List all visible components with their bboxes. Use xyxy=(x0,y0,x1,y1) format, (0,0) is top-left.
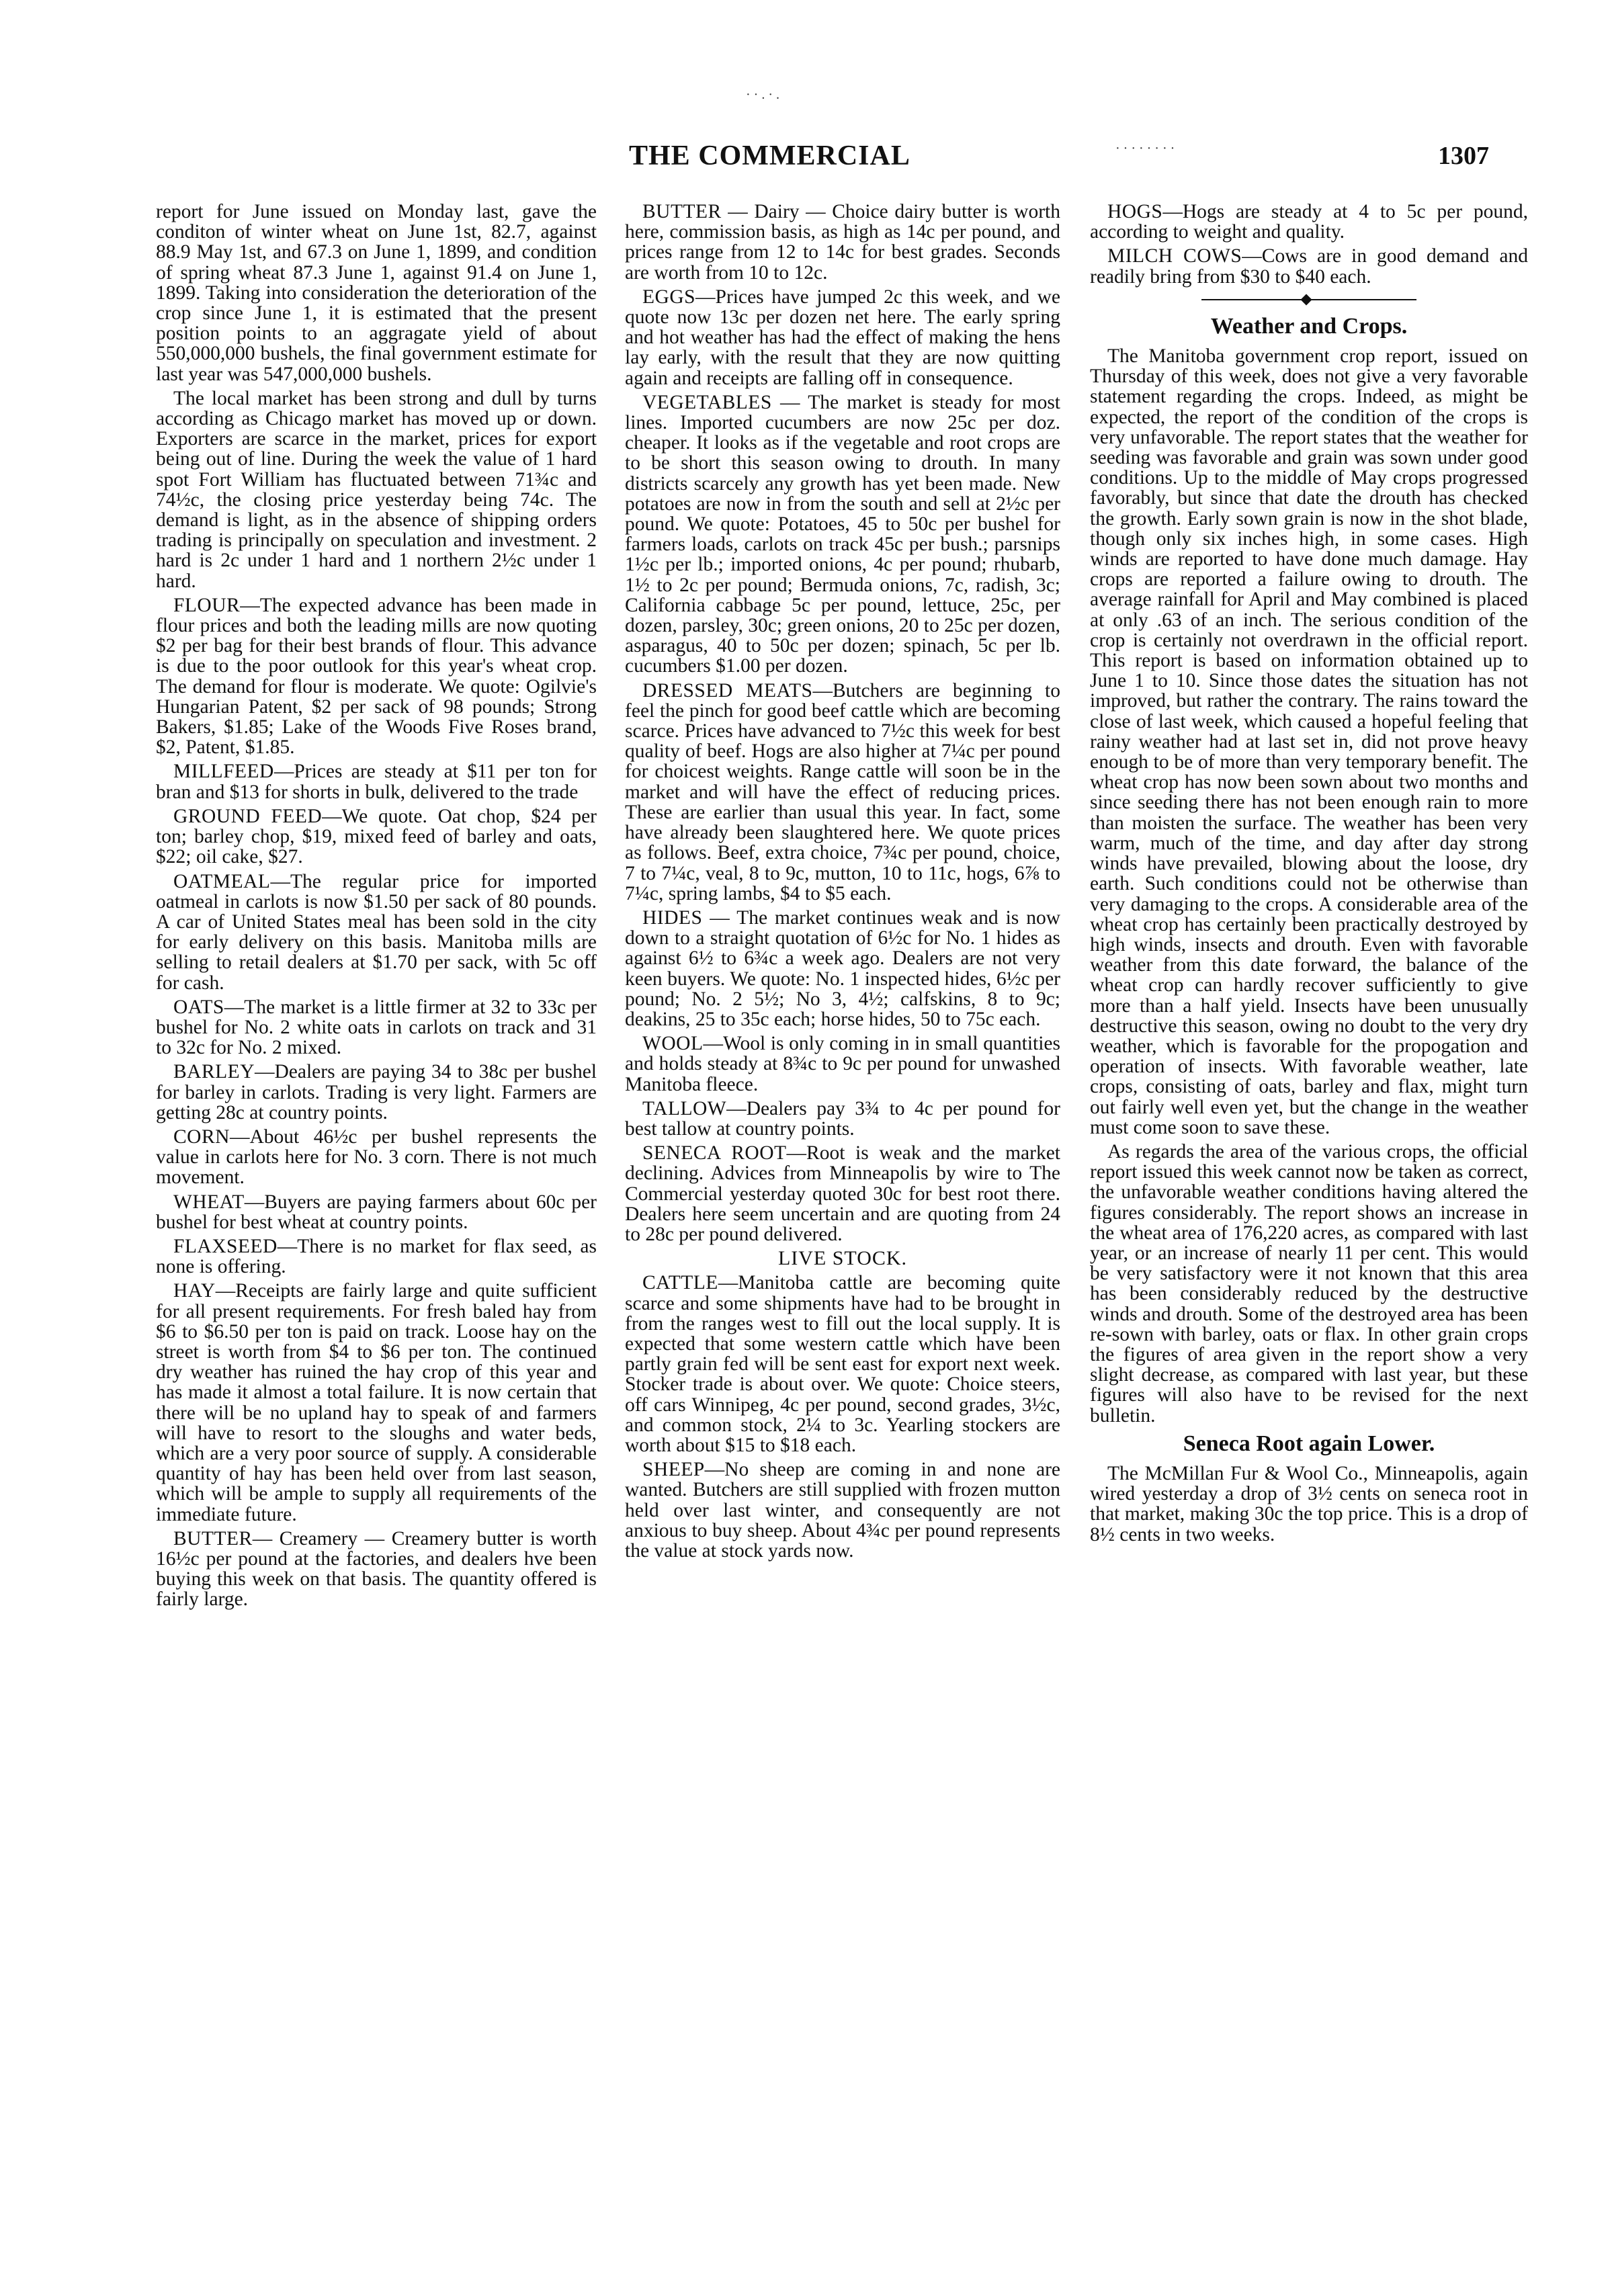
market-paragraph xyxy=(156,388,597,591)
subsection-heading: LIVE STOCK. xyxy=(777,1247,908,1270)
commodity-heading: HAY xyxy=(173,1280,216,1302)
commodity-heading: CORN xyxy=(173,1125,230,1148)
market-paragraph xyxy=(156,1192,597,1232)
market-paragraph xyxy=(625,1273,1060,1455)
paragraph-text: —Prices are steady at $11 per ton for bran and $13 for shorts in bulk, delivered to the trade xyxy=(156,761,597,803)
commodity-heading: MILLFEED xyxy=(173,761,274,783)
paragraph-text: —About 46½c per bushel represents the value in carlots here for No. 3 corn. There is not much movement. xyxy=(156,1125,597,1189)
paragraph-text: — The market is steady for most lines. Imported cucumbers are now 25c per doz. cheaper. It looks as if the vegetable and root crops are to be short this season owing to drouth. In many districts scarcely any growth has yet been made. New potatoes are now in from the south and sell at 2½c per pound. We quote: Potatoes, 45 to 50c per bushel for farmers loads, carlots on track 45c per bush.; parsnips 1½c per lb.; imported onions, 4c per pound; rhubarb, 1½ to 2c per pound; Bermuda onions, 7c, radish, 3c; California cabbage 5c per pound, lettuce, 25c, per dozen, parsley, 30c; green onions, 20 to 25c per dozen, asparagus, 40 to 50c per dozen; spinach, 5c per lb. cucumbers $1.00 per dozen. xyxy=(625,391,1060,677)
paragraph-text: The local market has been strong and dull by turns according as Chicago market has moved up or down. Exporters are scarce in the market, prices for export being out of line. During the week the value of 1 hard spot Fort William has fluctuated between 71¾c and 74½c, the closing price yesterday being 74c. The demand is light, as in the absence of shipping orders trading is principally on speculation and investment. 2 hard is 2c under 1 hard and 1 northern 2½c under 1 hard. xyxy=(156,387,597,592)
market-paragraph xyxy=(625,392,1060,677)
paragraph-text: —Receipts are fairly large and quite sufficient for all present requirements. For fresh baled hay from $6 to $6.50 per ton is paid on track. Loose hay on the street is worth from $4 to $6 per ton. The continued dry weather has ruined the hay crop of this year and has made it almost a total failure. It is now certain that there will be no upland hay to speak of and farmers will have to resort to the sloughs and water beds, which are a very poor source of supply. A considerable quantity of hay has been held over from last season, which will be ample to supply all requirements of the immediate future. xyxy=(156,1280,597,1525)
divider-diamond-ornament xyxy=(1301,294,1312,305)
section-heading: Seneca Root again Lower. xyxy=(1183,1431,1435,1456)
commodity-heading: HIDES xyxy=(642,906,703,929)
market-paragraph xyxy=(625,1033,1060,1095)
paragraph-text: —The regular price for imported oatmeal in carlots is now $1.50 per sack of 80 pounds. A car of United States meal has been sold in the city for early delivery on this basis. Manitoba mills are selling to retail dealers at $1.70 per sack, with 5c off for cash. xyxy=(156,870,597,994)
paragraph-text: —The expected advance has been made in flour prices and both the leading mills are now quoting $2 per bag for their best brands of flour. This advance is due to the poor outlook for this year's wheat crop. The demand for flour is moderate. We quote: Ogilvie's Hungarian Patent, $2 per sack of 98 pounds; Strong Bakers, $1.85; Lake of the Woods Five Roses brand, $2, Patent, $1.85. xyxy=(156,594,597,759)
market-paragraph xyxy=(156,595,597,758)
paragraph-text: —We quote. Oat chop, $24 per ton; barley chop, $19, mixed feed of barley and oats, $22; oil cake, $27. xyxy=(156,805,597,868)
market-paragraph xyxy=(156,1127,597,1188)
market-paragraph xyxy=(1090,1142,1528,1426)
market-paragraph xyxy=(1090,1463,1528,1545)
paragraph-text: —Manitoba cattle are becoming quite scarce and some shipments have had to be brought in from the ranges west to fill out the local supply. It is expected that some western cattle which have been partly grain fed will be sent east for export next week. Stocker trade is about over. We quote: Choice steers, off cars Winnipeg, 4c per pound, second grades, 3½c, and common stock, 2¼ to 3c. Yearling stockers are worth about $15 to $18 each. xyxy=(625,1272,1060,1456)
publication-title: THE COMMERCIAL xyxy=(629,140,910,171)
commodity-heading: FLOUR xyxy=(173,594,241,616)
commodity-heading: OATMEAL xyxy=(173,870,271,892)
article-column-2 xyxy=(625,202,1060,1565)
commodity-heading: BUTTER xyxy=(173,1527,253,1549)
market-paragraph xyxy=(625,1459,1060,1561)
commodity-heading: SHEEP xyxy=(642,1459,705,1481)
commodity-heading: EGGS xyxy=(642,286,696,308)
paragraph-text: —The market is a little firmer at 32 to 33c per bushel for No. 2 white oats in carlots on track and 31 to 32c for No. 2 mixed. xyxy=(156,996,597,1059)
market-paragraph xyxy=(625,681,1060,904)
paragraph-text: —Cows are in good demand and readily bring from $30 to $40 each. xyxy=(1090,245,1528,288)
commodity-heading: SENECA ROOT xyxy=(642,1142,787,1164)
paragraph-text: — The market continues weak and is now down to a straight quotation of 6½c for No. 1 hides as against 6½ to 6¾c a week ago. Dealers are not very keen buyers. We quote: No. 1 inspected hides, 6½c per pound; No. 2 5½; No 3, 4½; calfskins, 8 to 9c; deakins, 25 to 35c each; horse hides, 50 to 75c each. xyxy=(625,906,1060,1030)
commodity-heading: BUTTER xyxy=(642,201,722,222)
market-paragraph xyxy=(156,1529,597,1610)
paragraph-text: — Dairy — Choice dairy butter is worth here, commission basis, as high as 14c per pound, and prices range from 12 to 14c for best grades. Seconds are worth from 10 to 12c. xyxy=(625,201,1060,284)
market-paragraph xyxy=(625,1099,1060,1139)
paragraph-text: —Root is weak and the market declining. Advices from Minneapolis by wire to The Commercial yesterday quoted 30c for best root there. Dealers here seem uncertain and are quoting from 24 to 28c per pound delivered. xyxy=(625,1142,1060,1245)
market-paragraph xyxy=(1090,346,1528,1138)
commodity-heading: TALLOW xyxy=(642,1097,727,1119)
market-paragraph xyxy=(1090,246,1528,286)
market-paragraph xyxy=(625,908,1060,1029)
paragraph-text: —There is no market for flax seed, as none is offering. xyxy=(156,1235,597,1278)
market-paragraph xyxy=(625,287,1060,388)
commodity-heading: WOOL xyxy=(642,1033,704,1055)
print-speck-marks: · · . · . xyxy=(746,87,779,102)
paragraph-text: report for June issued on Monday last, gave the conditon of winter wheat on June 1st, 82.7, against 88.9 May 1st, and 67.3 on June 1, 1899, and condition of spring wheat 87.3 June 1, against 91.4 on June 1, 1899. Taking into consideration the deterioration of the crop since June 1, it is estimated that the present position points to an aggragate yield of about 550,000,000 bushels, the final government estimate for last year was 547,000,000 bushels. xyxy=(156,201,597,385)
paragraph-text: —Buyers are paying farmers about 60c per bushel for best wheat at country points. xyxy=(156,1191,597,1233)
market-paragraph xyxy=(625,1143,1060,1244)
market-paragraph xyxy=(156,1062,597,1123)
page-number: 1307 xyxy=(1438,142,1489,170)
commodity-heading: GROUND FEED xyxy=(173,805,323,827)
market-paragraph xyxy=(156,761,597,802)
commodity-heading: CATTLE xyxy=(642,1272,718,1294)
commodity-heading: OATS xyxy=(173,996,224,1018)
market-paragraph xyxy=(156,202,597,384)
paragraph-text: —Dealers are paying 34 to 38c per bushel for barley in carlots. Trading is very light. Farmers are getting 28c at country points. xyxy=(156,1061,597,1123)
commodity-heading: FLAXSEED xyxy=(173,1235,278,1257)
commodity-heading: HOGS xyxy=(1107,201,1163,222)
paragraph-text: As regards the area of the various crops, the official report issued this week cannot now be taken as correct, the unfavorable weather conditions having altered the figures considerably. The report shows an increase in the wheat area of 176,220 acres, as compared with last year, or an increase of nearly 11 per cent. This would be very satisfactory were it not known that this area has been considerably reduced by the destructive winds and drouth. Some of the destroyed area has been re-sown with barley, oats or flax. In other grain crops the figures of area given in the report show a very slight decrease, as compared with last year, but these figures will also have to be revised for the next bulletin. xyxy=(1090,1140,1528,1427)
market-paragraph xyxy=(156,806,597,867)
commodity-heading: DRESSED MEATS xyxy=(642,679,813,701)
paragraph-text: —Hogs are steady at 4 to 5c per pound, according to weight and quality. xyxy=(1090,201,1528,243)
paragraph-text: —No sheep are coming in and none are wanted. Butchers are still supplied with frozen mutton held over last winter, and consequently are not anxious to buy sheep. About 4¾c per pound represents the value at stock yards now. xyxy=(625,1459,1060,1562)
print-speck-marks: · · · · · · · · xyxy=(1115,141,1175,156)
market-paragraph xyxy=(625,202,1060,283)
article-column-3 xyxy=(1090,202,1528,1549)
paragraph-text: —Dealers pay 3¾ to 4c per pound for best tallow at country points. xyxy=(625,1097,1060,1140)
paragraph-text: —Butchers are beginning to feel the pinch for good beef cattle which are becoming scarce. Prices have advanced to 7½c this week for best quality of beef. Hogs are also higher at 7¼c per pound for choicest weights. Range cattle will soon be in the market and will have the effect of reducing prices. These are earlier than usual this year. In fact, some have already been slaughtered here. We quote prices as follows. Beef, extra choice, 7¾c per pound, choice, 7 to 7¼c, veal, 8 to 9c, mutton, 10 to 11c, hogs, 6⅞ to 7¼c, spring lambs, $4 to $5 each. xyxy=(625,679,1060,904)
market-paragraph xyxy=(156,997,597,1058)
market-paragraph xyxy=(156,1236,597,1277)
paragraph-text: — Creamery — Creamery butter is worth 16½c per pound at the factories, and dealers hve been buying this week on that basis. The quantity offered is fairly large. xyxy=(156,1527,597,1611)
paragraph-text: —Wool is only coming in in small quantities and holds steady at 8¾c to 9c per pound for unwashed Manitoba fleece. xyxy=(625,1033,1060,1095)
commodity-heading: VEGETABLES xyxy=(642,391,772,413)
article-column-1 xyxy=(156,202,597,1614)
market-paragraph xyxy=(156,871,597,993)
section-heading: Weather and Crops. xyxy=(1210,313,1408,339)
market-paragraph xyxy=(1090,202,1528,242)
paragraph-text: The Manitoba government crop report, issued on Thursday of this week, does not give a very favorable statement regarding the crops. Indeed, as might be expected, the report of the condition of the crops is very unfavorable. The report states that the weather for seeding was favorable and grain was sown under good conditions. Up to the middle of May crops progressed favorably, but since that date the drouth has checked the growth. Early sown grain is now in the shot blade, though only six inches high, in some cases. High winds are reported to have done much damage. Hay crops are reported a failure owing to drouth. The average rainfall for April and May combined is placed at only .63 of an inch. The serious condition of the crop is certainly not overdrawn in the official report. This report is based on information obtained up to June 1 to 10. Since those dates the situation has not improved, but rather the contrary. The rains toward the close of last week, which caused a hopeful feeling that rainy weather had at last set in, did not prove heavy enough to be of more than very temporary benefit. The wheat crop has now been sown about two months and since seeding there has not been enough rain to more than moisten the surface. The weather has been very warm, much of the time, and day after day strong winds have prevailed, blowing about the loose, dry earth. Such conditions could not be otherwise than very damaging to the crops. A considerable area of the wheat crop has certainly been practically destroyed by high winds, insects and drouth. Even with favorable weather from this date forward, the balance of the wheat crop can hardly recover sufficiently to give more than a half yield. Insects have been unusually destructive this season, owing no doubt to the very dry weather, which is favorable for the propogation and operation of insects. With favorable weather, late crops, consisting of oats, barley and flax, might turn out fairly well even yet, but the change in the weather must come soon to save these. xyxy=(1090,345,1528,1138)
commodity-heading: WHEAT xyxy=(173,1191,245,1213)
commodity-heading: BARLEY xyxy=(173,1061,255,1083)
paragraph-text: The McMillan Fur & Wool Co., Minneapolis, again wired yesterday a drop of 3½ cents on seneca root in that market, making 30c the top price. This is a drop of 8½ cents in two weeks. xyxy=(1090,1462,1528,1545)
commodity-heading: MILCH COWS xyxy=(1107,245,1242,267)
section-divider xyxy=(1201,295,1416,304)
paragraph-text: —Prices have jumped 2c this week, and we quote now 13c per dozen net here. The early spring and hot weather has had the effect of making the hens lay early, with the result that they are now quitting again and receipts are falling off in consequence. xyxy=(625,286,1060,389)
market-paragraph xyxy=(156,1281,597,1524)
page-header xyxy=(0,132,1610,179)
